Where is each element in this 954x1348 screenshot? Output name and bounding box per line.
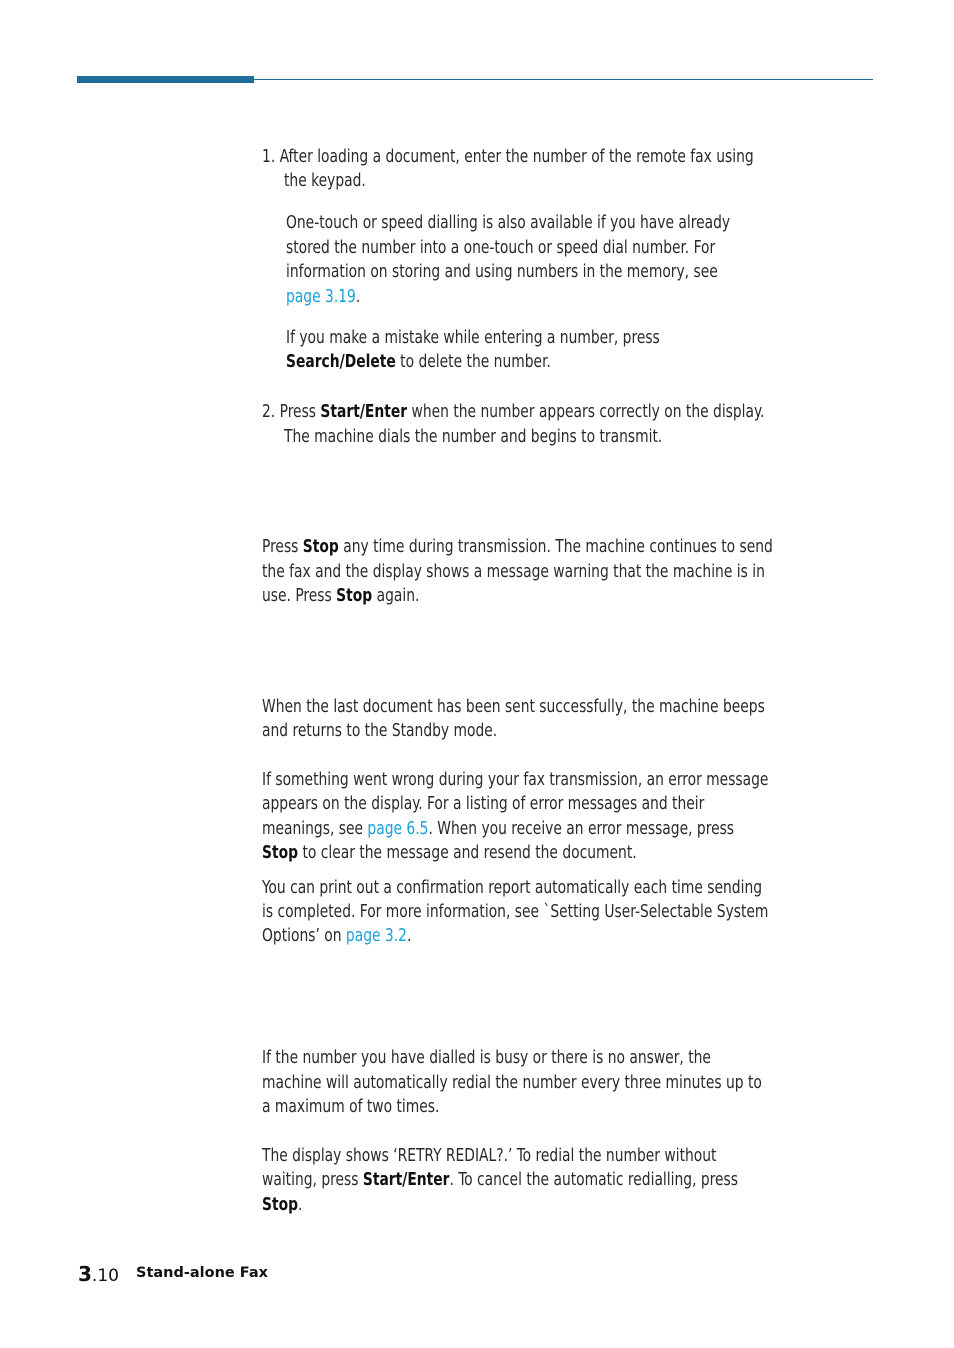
chapter-title: Stand-alone Fax	[136, 1265, 268, 1281]
cancel-line3: use. Press Stop again.	[262, 586, 420, 606]
redial-p1-line2: machine will automatically redial the number every three minutes up to	[262, 1073, 762, 1093]
confirm-p1-line2: and returns to the Standby mode.	[262, 721, 498, 741]
confirm-p2-line1: If something went wrong during your fax transmission, an error message	[262, 770, 769, 790]
confirm-p3-line2: is completed. For more information, see `Setting User-Selectable System	[262, 902, 769, 922]
confirm-p2-line3: meanings, see page 6.5. When you receive an error message, press	[262, 819, 735, 839]
step2-line1: 2. Press Start/Enter when the number appears correctly on the display.	[262, 402, 765, 422]
redial-p2-line2: waiting, press Start/Enter. To cancel the automatic redialling, press	[262, 1170, 738, 1190]
step1-note1-line2: stored the number into a one-touch or speed dial number. For	[286, 238, 716, 258]
step1-note1-line3: information on storing and using numbers in the memory, see	[286, 262, 718, 282]
step1-line2: the keypad.	[284, 171, 366, 191]
step1-note2-line2: Search/Delete to delete the number.	[286, 352, 551, 372]
cancel-line2: the fax and the display shows a message warning that the machine is in	[262, 562, 765, 582]
header-rule-thin	[254, 79, 873, 80]
confirm-p2-line4: Stop to clear the message and resend the document.	[262, 843, 637, 863]
confirm-p1-line1: When the last document has been sent successfully, the machine beeps	[262, 697, 765, 717]
confirm-p3-line3: Options’ on page 3.2.	[262, 926, 412, 946]
confirm-p3-line1: You can print out a confirmation report automatically each time sending	[262, 878, 763, 898]
step1-note1-line1: One-touch or speed dialling is also available if you have already	[286, 213, 731, 233]
step1-line1: 1. After loading a document, enter the number of the remote fax using	[262, 147, 754, 167]
step2-line2: The machine dials the number and begins to transmit.	[284, 427, 663, 447]
page-number: 3.10	[78, 1262, 119, 1286]
redial-p1-line3: a maximum of two times.	[262, 1097, 440, 1117]
header-rule-thick	[77, 76, 254, 83]
step1-note1-line4: page 3.19.	[286, 287, 361, 307]
cancel-line1: Press Stop any time during transmission. The machine continues to send	[262, 537, 773, 557]
step1-note2-line1: If you make a mistake while entering a number, press	[286, 328, 660, 348]
page-3-19-link[interactable]: page 3.19	[286, 287, 356, 307]
redial-p1-line1: If the number you have dialled is busy or there is no answer, the	[262, 1048, 711, 1068]
confirm-p2-line2: appears on the display. For a listing of error messages and their	[262, 794, 705, 814]
redial-p2-line1: The display shows ‘RETRY REDIAL?.’ To redial the number without	[262, 1146, 717, 1166]
redial-p2-line3: Stop.	[262, 1195, 303, 1215]
page-6-5-link[interactable]: page 6.5	[367, 819, 429, 839]
page-3-2-link[interactable]: page 3.2	[345, 926, 407, 946]
